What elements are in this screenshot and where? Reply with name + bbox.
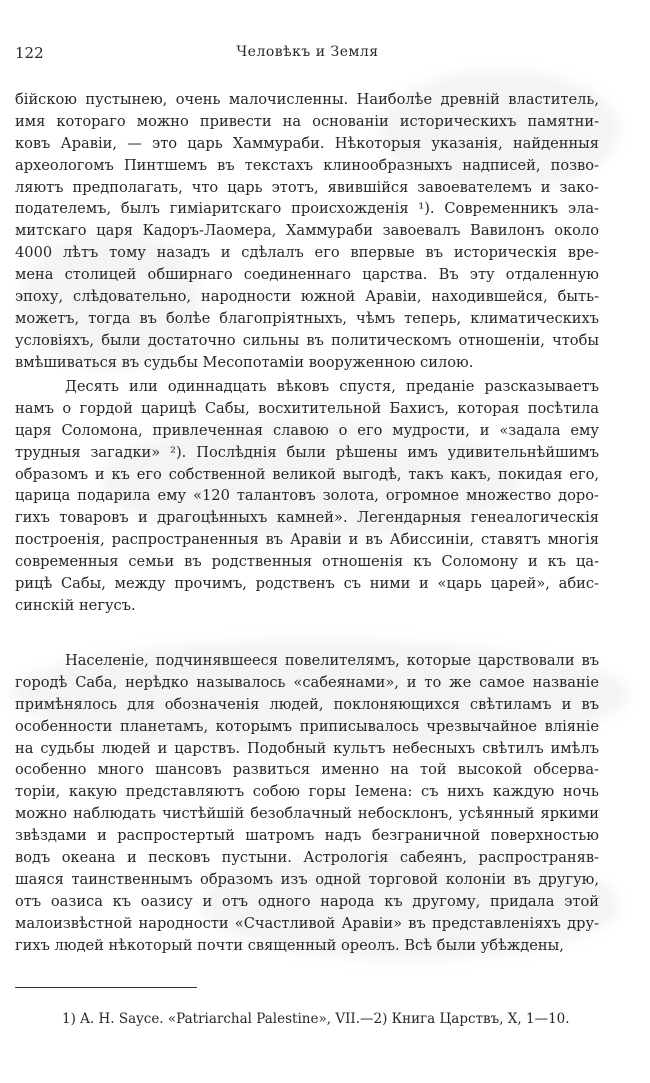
- text-line: царица подарила ему «120 талантовъ золота, огромное множество доро-: [15, 487, 599, 505]
- text-line: синскій негусъ.: [15, 596, 136, 614]
- text-line: шаяся таинственнымъ образомъ изъ одной торговой колоніи въ другую,: [15, 870, 599, 888]
- text-line: рицѣ Сабы, между прочимъ, родственъ съ ними и «царь царей», абис-: [15, 575, 599, 593]
- text-line: трудныя загадки» ²). Послѣднія были рѣшены имъ удивительнѣйшимъ: [15, 443, 599, 461]
- text-line: примѣнялось для обозначенія людей, поклоняющихся свѣтиламъ и въ: [15, 695, 599, 713]
- text-line: городѣ Саба, нерѣдко называлось «сабеянами», и то же самое названіе: [15, 673, 599, 691]
- footnote-divider: [15, 987, 197, 988]
- text-line: современныя семьи въ родственныя отношенія къ Соломону и къ ца-: [15, 553, 599, 571]
- text-line: Десять или одиннадцать вѣковъ спустя, преданіе разсказываетъ: [65, 378, 599, 395]
- text-line: ляютъ предполагать, что царь этотъ, явившійся завоевателемъ и зако-: [15, 178, 599, 196]
- footnote: 1) A. H. Sayce. «Patriarchal Palestine», VII.—2) Книга Царствъ, X, 1—10.: [62, 1011, 570, 1027]
- text-line: вмѣшиваться въ судьбы Месопотаміи вооруженною силою.: [15, 353, 474, 371]
- text-line: звѣздами и распростертый шатромъ надъ безграничной поверхностью: [15, 827, 599, 845]
- text-line: можно наблюдать чистѣйшій безоблачный небосклонъ, усѣянный яркими: [15, 805, 599, 823]
- text-line: образомъ и къ его собственной великой выгодѣ, такъ какъ, покидая его,: [15, 465, 599, 483]
- text-line: царя Соломона, привлеченная славою о его мудрости, и «задала ему: [15, 421, 599, 439]
- text-line: подателемъ, былъ гиміаритскаго происхожденія ¹). Современникъ эла-: [15, 200, 599, 218]
- text-line: водъ океана и песковъ пустыни. Астрологія сабеянъ, распространяв-: [15, 849, 599, 867]
- text-line: построенія, распространенныя въ Аравіи и въ Абиссиніи, ставятъ многія: [15, 531, 599, 549]
- text-line: мена столицей обширнаго соединеннаго царства. Въ эту отдаленную: [15, 266, 599, 284]
- text-line: малоизвѣстной народности «Счастливой Аравіи» въ представленіяхъ дру-: [15, 914, 599, 932]
- text-line: бійскою пустынею, очень малочисленны. Наиболѣе древній властитель,: [15, 91, 599, 108]
- text-line: гихъ товаровъ и драгоцѣнныхъ камней». Легендарныя генеалогическія: [15, 509, 599, 527]
- paragraph: [15, 376, 599, 617]
- text-line: можетъ, тогда въ болѣе благопріятныхъ, чѣмъ теперь, климатическихъ: [15, 309, 599, 327]
- page-number: 122: [15, 44, 44, 62]
- text-line: торіи, какую представляютъ собою горы Іемена: съ нихъ каждую ночь: [15, 783, 599, 801]
- text-line: археологомъ Пинтшемъ въ текстахъ клинообразныхъ надписей, позво-: [15, 156, 599, 174]
- text-line: 4000 лѣтъ тому назадъ и сдѣлалъ его впервые въ историческія вре-: [15, 244, 599, 262]
- text-line: особенно много шансовъ развиться именно на той высокой обсерва-: [15, 761, 599, 779]
- text-line: Населеніе, подчинявшееся повелителямъ, которые царствовали въ: [65, 652, 599, 669]
- paragraph: [15, 89, 599, 374]
- text-line: митскаго царя Кадоръ-Лаомера, Хаммураби завоевалъ Вавилонъ около: [15, 222, 599, 240]
- paragraph: [15, 650, 599, 956]
- text-line: на судьбы людей и царствъ. Подобный культъ небесныхъ свѣтилъ имѣлъ: [15, 739, 599, 757]
- text-line: особенности планетамъ, которымъ приписывалось чрезвычайное вліяніе: [15, 717, 599, 735]
- text-line: отъ оазиса къ оазису и отъ одного народа къ другому, придала этой: [15, 892, 599, 910]
- text-line: условіяхъ, были достаточно сильны въ политическомъ отношеніи, чтобы: [15, 331, 599, 349]
- text-line: ковъ Аравіи, — это царь Хаммураби. Нѣкоторыя указанія, найденныя: [15, 134, 599, 152]
- text-line: намъ о гордой царицѣ Сабы, восхитительной Бахисъ, которая посѣтила: [15, 399, 599, 417]
- text-line: гихъ людей нѣкоторый почти священный ореолъ. Всѣ были убѣждены,: [15, 936, 564, 954]
- page-header: [15, 44, 600, 66]
- text-line: имя котораго можно привести на основаніи историческихъ памятни-: [15, 112, 599, 130]
- text-line: эпоху, слѣдовательно, народности южной Аравіи, находившейся, быть-: [15, 288, 599, 306]
- running-title: Человѣкъ и Земля: [236, 44, 379, 60]
